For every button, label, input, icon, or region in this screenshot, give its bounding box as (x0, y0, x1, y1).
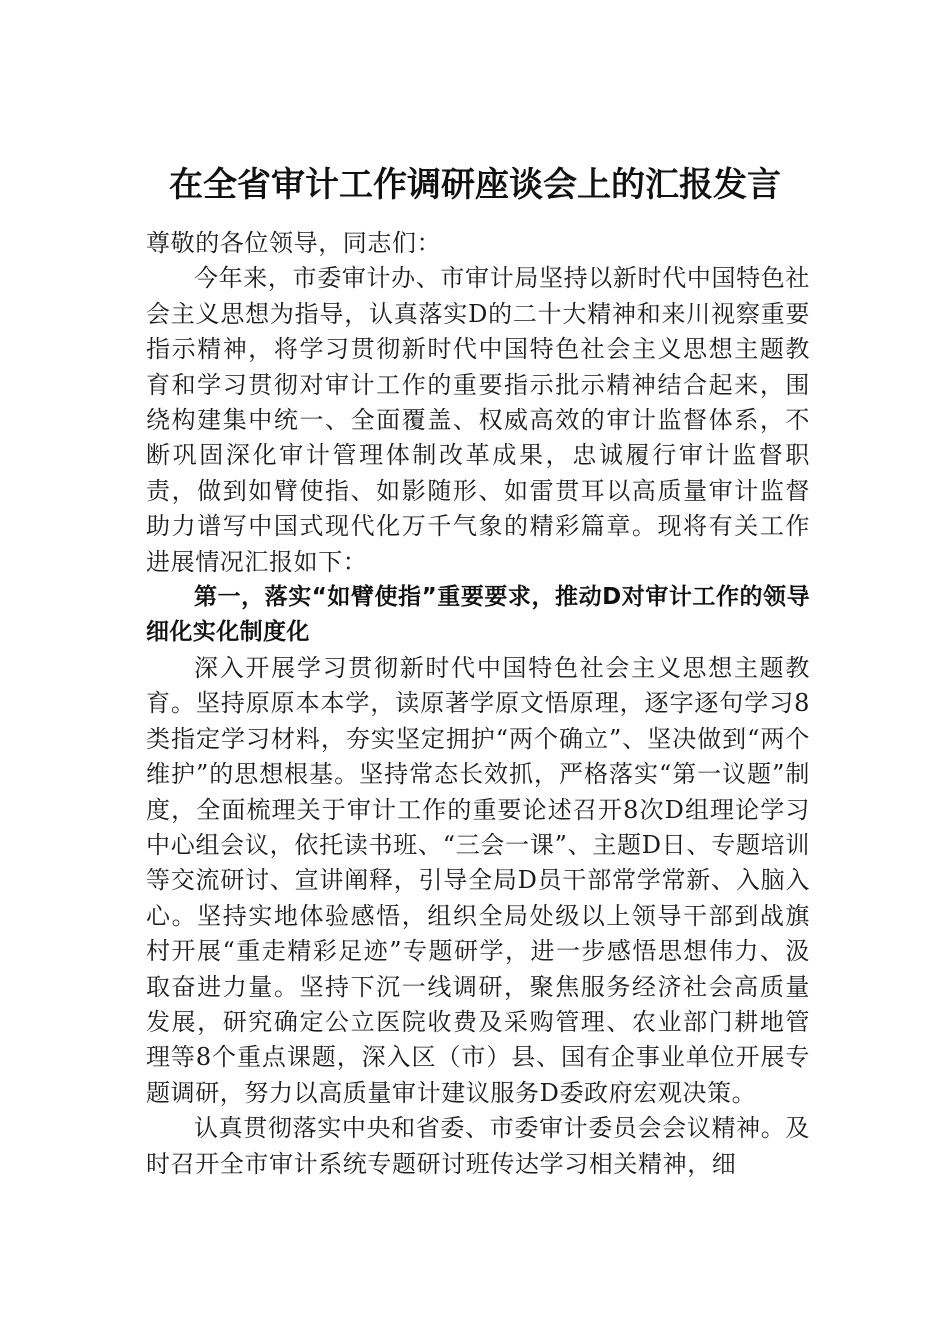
document-body (146, 226, 810, 1182)
salutation: 尊敬的各位领导，同志们： (146, 229, 442, 257)
section-1-paragraph-1: 深入开展学习贯彻新时代中国特色社会主义思想主题教育。坚持原原本本学，读原著学原文悟原理，逐字逐句学习8类指定学习材料，夯实坚定拥护“两个确立”、坚决做到“两个维护”的思想根基。坚持常态长效抓，严格落实“第一议题”制度，全面梳理关于审计工作的重要论述召开8次D组理论学习中心组会议，依托读书班、“三会一课”、主题D日、专题培训等交流研讨、宣讲阐释，引导全局D员干部常学常新、入脑入心。坚持实地体验感悟，组织全局处级以上领导干部到战旗村开展“重走精彩足迹”专题研学，进一步感悟思想伟力、汲取奋进力量。坚持下沉一线调研，聚焦服务经济社会高质量发展，研究确定公立医院收费及采购管理、农业部门耕地管理等8个重点课题，深入区（市）县、国有企事业单位开展专题调研，努力以高质量审计建议服务D委政府宏观决策。 (146, 653, 810, 1107)
section-1-paragraph-2: 认真贯彻落实中央和省委、市委审计委员会会议精神。及时召开全市审计系统专题研讨班传达学习相关精神，细 (146, 1114, 810, 1178)
document-title: 在全省审计工作调研座谈会上的汇报发言 (169, 165, 781, 205)
section-heading-1: 第一，落实“如臂使指”重要要求，推动D对审计工作的领导细化实化制度化 (146, 584, 810, 646)
intro-paragraph: 今年来，市委审计办、市审计局坚持以新时代中国特色社会主义思想为指导，认真落实D的二十大精神和来川视察重要指示精神，将学习贯彻新时代中国特色社会主义思想主题教育和学习贯彻对审计工作的重要指示批示精神结合起来，围绕构建集中统一、全面覆盖、权威高效的审计监督体系，不断巩固深化审计管理体制改革成果，忠诚履行审计监督职责，做到如臂使指、如影随形、如雷贯耳以高质量审计监督助力谱写中国式现代化万千气象的精彩篇章。现将有关工作进展情况汇报如下： (146, 264, 810, 576)
